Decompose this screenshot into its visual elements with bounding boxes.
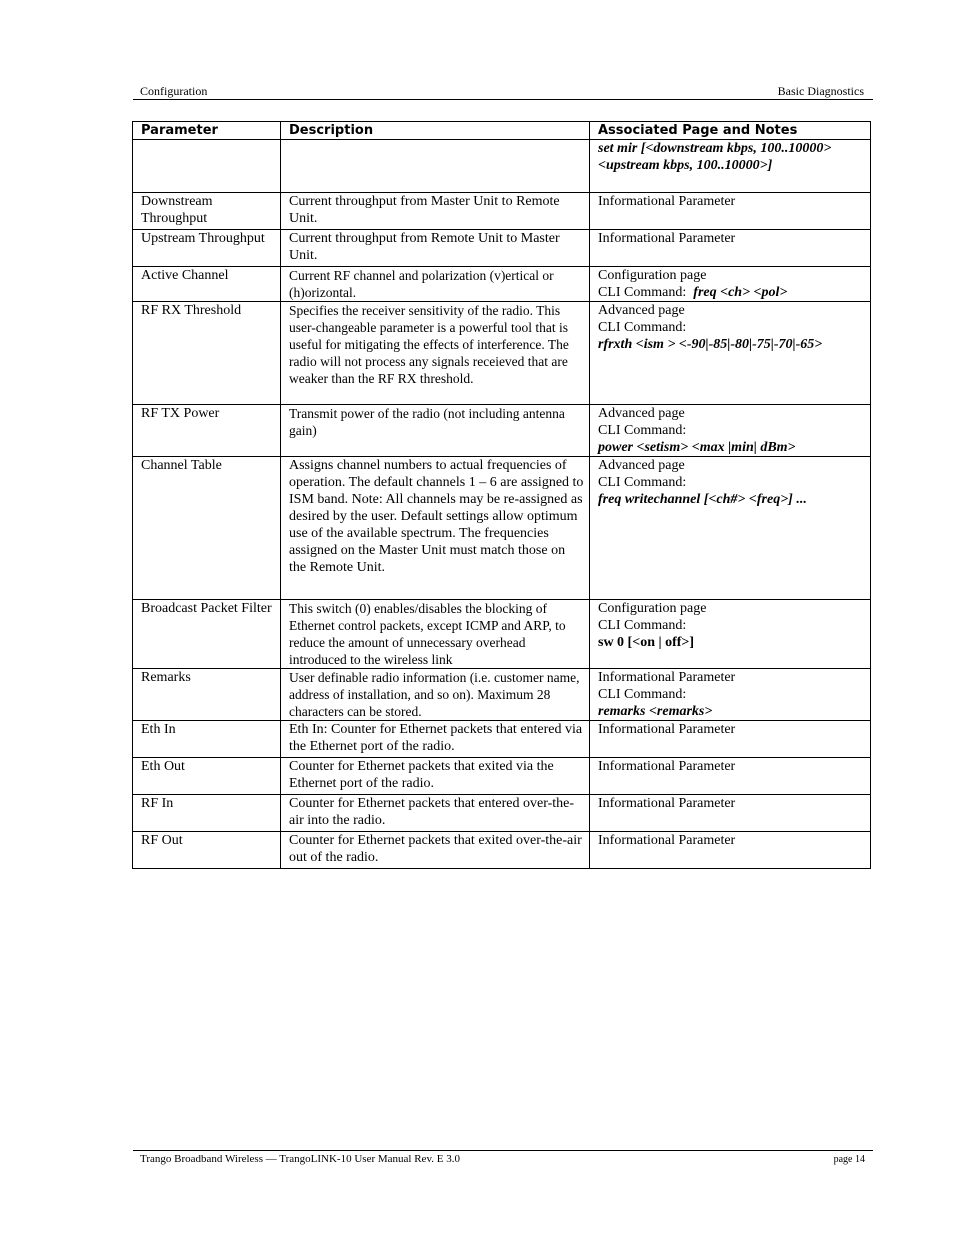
table-row <box>133 230 871 267</box>
parameter-cell: Active Channel <box>133 267 281 302</box>
column-header-notes: Associated Page and Notes <box>590 122 871 140</box>
page-footer <box>133 1150 873 1165</box>
description-cell: Counter for Ethernet packets that entered over-the-air into the radio. <box>281 795 590 832</box>
cli-command: freq writechannel [<ch#> <freq>] ... <box>598 492 807 507</box>
description-cell: Eth In: Counter for Ethernet packets that entered via the Ethernet port of the radio. <box>281 721 590 758</box>
notes-cli-label: CLI Command: <box>598 687 687 702</box>
table-row <box>133 302 871 405</box>
cli-command: rfrxth <ism > <-90|-85|-80|-75|-70|-65> <box>598 337 823 352</box>
header-chapter-title: Basic Diagnostics <box>777 84 864 98</box>
table-row <box>133 721 871 758</box>
description-cell: Current throughput from Master Unit to Remote Unit. <box>281 193 590 230</box>
parameter-cell: RF RX Threshold <box>133 302 281 405</box>
page-header <box>133 83 873 100</box>
table-row <box>133 140 871 193</box>
parameter-cell: Channel Table <box>133 457 281 600</box>
notes-cell: Informational Parameter <box>590 832 871 869</box>
notes-cell <box>590 302 871 405</box>
description-cell: Current throughput from Remote Unit to Master Unit. <box>281 230 590 267</box>
parameter-cell: Eth In <box>133 721 281 758</box>
notes-cli-label: CLI Command: <box>598 285 687 300</box>
parameter-cell: Eth Out <box>133 758 281 795</box>
notes-cell: Informational Parameter <box>590 795 871 832</box>
notes-cli-label: CLI Command: <box>598 423 687 438</box>
notes-page: Advanced page <box>598 303 685 318</box>
notes-page: Advanced page <box>598 406 685 421</box>
description-cell: User definable radio information (i.e. customer name, address of installation, and so on). Maximum 28 characters can be stored. <box>281 669 590 721</box>
column-header-parameter: Parameter <box>133 122 281 140</box>
notes-cell: Informational Parameter <box>590 193 871 230</box>
table-header-row <box>133 122 871 140</box>
cli-command: set mir [<downstream kbps, 100..10000> <upstream kbps, 100..10000>] <box>598 141 832 173</box>
notes-page: Configuration page <box>598 268 707 283</box>
table-row <box>133 405 871 457</box>
description-cell: Assigns channel numbers to actual frequencies of operation. The default channels 1 – 6 are assigned to ISM band. Note: All channels may be re-assigned as desired by the user. Default settings allow optimum use of the available spectrum. The frequencies assigned on the Master Unit must match those on the Remote Unit. <box>281 457 590 600</box>
description-cell <box>281 140 590 193</box>
notes-cell <box>590 457 871 600</box>
table-row <box>133 457 871 600</box>
notes-cell: Informational Parameter <box>590 230 871 267</box>
notes-page: Informational Parameter <box>598 670 736 685</box>
column-header-description: Description <box>281 122 590 140</box>
table-row <box>133 600 871 669</box>
parameter-cell: RF Out <box>133 832 281 869</box>
parameter-cell <box>133 140 281 193</box>
notes-cell <box>590 140 871 193</box>
parameter-cell: Remarks <box>133 669 281 721</box>
cli-command: freq <ch> <pol> <box>693 285 788 300</box>
cli-command: power <setism> <max |min| dBm> <box>598 440 796 455</box>
footer-document-title: Trango Broadband Wireless — TrangoLINK-10 User Manual Rev. E 3.0 <box>140 1153 460 1165</box>
notes-cell: Informational Parameter <box>590 721 871 758</box>
parameter-cell: Broadcast Packet Filter <box>133 600 281 669</box>
table-row <box>133 832 871 869</box>
description-cell: Specifies the receiver sensitivity of the radio. This user-changeable parameter is a powerful tool that is useful for mitigating the effects of interference. The radio will not process any signals receieved that are weaker than the RF RX threshold. <box>281 302 590 405</box>
notes-cell <box>590 600 871 669</box>
table-row <box>133 669 871 721</box>
parameter-cell: Upstream Throughput <box>133 230 281 267</box>
page-number: page 14 <box>833 1154 865 1165</box>
notes-cli-label: CLI Command: <box>598 618 687 633</box>
cli-command: sw 0 [<on | off>] <box>598 635 695 650</box>
notes-cli-label: CLI Command: <box>598 475 687 490</box>
notes-page: Advanced page <box>598 458 685 473</box>
description-cell: Counter for Ethernet packets that exited via the Ethernet port of the radio. <box>281 758 590 795</box>
cli-command: remarks <remarks> <box>598 704 713 719</box>
notes-cli-label: CLI Command: <box>598 320 687 335</box>
notes-page: Configuration page <box>598 601 707 616</box>
notes-cell: Informational Parameter <box>590 758 871 795</box>
table-row <box>133 795 871 832</box>
parameter-cell: RF TX Power <box>133 405 281 457</box>
description-cell: This switch (0) enables/disables the blocking of Ethernet control packets, except ICMP and ARP, to reduce the amount of unnecessary overhead introduced to the wireless link <box>281 600 590 669</box>
header-section-title: Configuration <box>140 84 208 98</box>
table-row <box>133 193 871 230</box>
table-row <box>133 758 871 795</box>
notes-cell <box>590 405 871 457</box>
description-cell: Transmit power of the radio (not including antenna gain) <box>281 405 590 457</box>
description-cell: Counter for Ethernet packets that exited over-the-air out of the radio. <box>281 832 590 869</box>
notes-cell <box>590 669 871 721</box>
table-row <box>133 267 871 302</box>
notes-cell <box>590 267 871 302</box>
parameter-cell: Downstream Throughput <box>133 193 281 230</box>
parameter-cell: RF In <box>133 795 281 832</box>
description-cell: Current RF channel and polarization (v)ertical or (h)orizontal. <box>281 267 590 302</box>
parameter-table <box>132 121 871 869</box>
